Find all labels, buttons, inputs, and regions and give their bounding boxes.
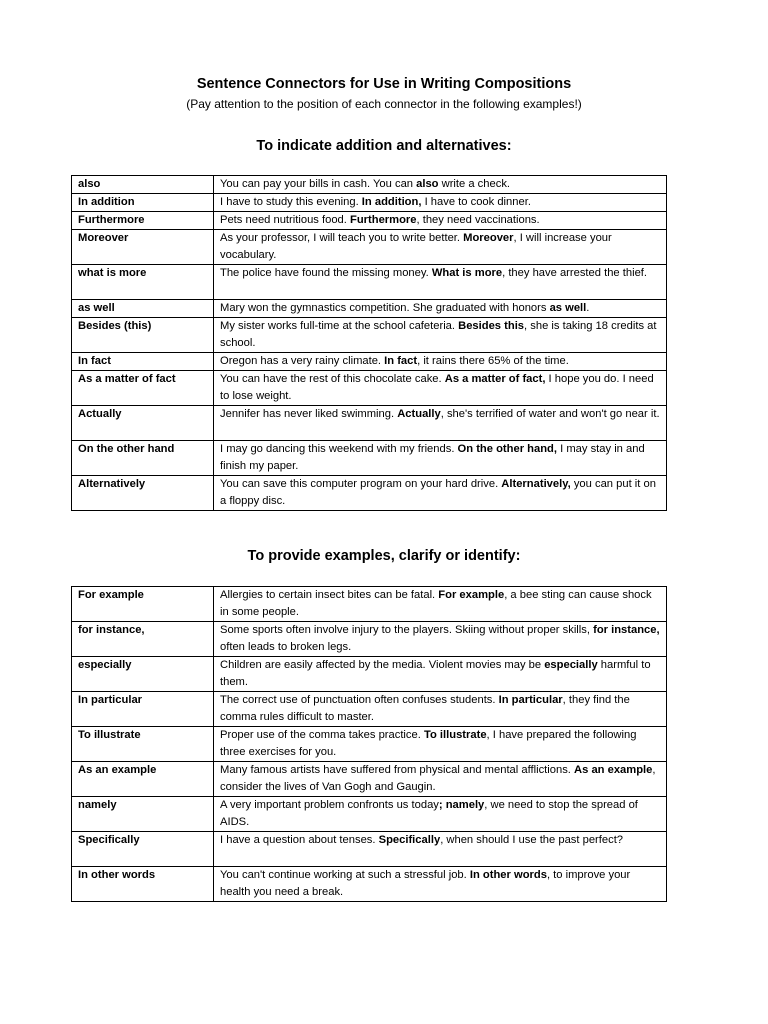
example-text: You can have the rest of this chocolate cake. [220,373,445,385]
example-text: A very important problem confronts us today [220,799,439,811]
example-text: Mary won the gymnastics competition. She graduated with honors [220,302,550,314]
example-sentence [214,194,667,212]
example-text: , a bee sting can cause shock in some people. [220,589,652,618]
connector-highlight: as well [549,302,587,314]
connector-highlight: Moreover [463,232,514,244]
connector-highlight: In particular [498,694,563,706]
table-row [72,353,667,371]
example-text: , when should I use the past perfect? [440,834,624,846]
table-row [72,194,667,212]
connector-highlight: Besides this [458,320,525,332]
table-row [72,265,667,300]
table-row [72,441,667,476]
example-text: Allergies to certain insect bites can be fatal. [220,589,439,601]
example-text: write a check. [438,178,511,190]
example-sentence [214,797,667,832]
section-heading-examples: To provide examples, clarify or identify: [247,548,521,564]
table-row [72,476,667,511]
example-text: , I have prepared the following three exercises for you. [220,729,637,758]
example-text: , she's terrified of water and won't go near it. [440,408,660,420]
example-sentence [214,832,667,867]
connector-term: for instance, [72,622,214,657]
example-text: The police have found the missing money. [220,267,432,279]
table-row [72,867,667,902]
table-row [72,371,667,406]
example-text: My sister works full-time at the school cafeteria. [220,320,459,332]
connector-term: As a matter of fact [72,371,214,406]
example-text: I have to cook dinner. [421,196,531,208]
example-sentence [214,657,667,692]
connector-term: In particular [72,692,214,727]
connector-highlight: In fact [384,355,418,367]
example-text: harmful to them. [220,659,651,688]
example-sentence [214,441,667,476]
table-row [72,212,667,230]
connector-term: Specifically [72,832,214,867]
example-text: Pets need nutritious food. [220,214,350,226]
connector-term: Besides (this) [72,318,214,353]
connector-highlight: especially [544,659,598,671]
connector-term: To illustrate [72,727,214,762]
example-text: I have to study this evening. [220,196,362,208]
example-sentence [214,692,667,727]
section-heading-addition: To indicate addition and alternatives: [256,138,512,154]
example-sentence [214,622,667,657]
table-row [72,406,667,441]
connector-term: For example [72,587,214,622]
connector-term: Actually [72,406,214,441]
example-text: I may go dancing this weekend with my friends. [220,443,458,455]
connector-term: what is more [72,265,214,300]
page-title: Sentence Connectors for Use in Writing Compositions [196,76,572,92]
example-text: . [586,302,590,314]
example-sentence [214,265,667,300]
example-sentence [214,300,667,318]
example-text: Many famous artists have suffered from physical and mental afflictions. [220,764,575,776]
table-row [72,832,667,867]
example-sentence [214,867,667,902]
connector-highlight: also [416,178,439,190]
table-row [72,657,667,692]
connector-term: Moreover [72,230,214,265]
connector-term: Furthermore [72,212,214,230]
connector-term: On the other hand [72,441,214,476]
example-text: you can put it on a floppy disc. [220,478,656,507]
connector-table-examples [71,586,667,902]
example-text: , it rains there 65% of the time. [417,355,569,367]
connector-highlight: Specifically [378,834,441,846]
connector-term: As an example [72,762,214,797]
example-sentence [214,587,667,622]
table-row [72,587,667,622]
table-row [72,176,667,194]
table-row [72,762,667,797]
connector-highlight: for instance, [593,624,660,636]
table-row [72,622,667,657]
example-text: Proper use of the comma takes practice. [220,729,424,741]
example-text: You can't continue working at such a stressful job. [220,869,470,881]
example-sentence [214,727,667,762]
table-row [72,692,667,727]
example-text: Some sports often involve injury to the players. Skiing without proper skills, [220,624,594,636]
example-text: , they find the comma rules difficult to master. [220,694,630,723]
example-text: You can pay your bills in cash. You can [220,178,417,190]
table-row [72,797,667,832]
connector-term: Alternatively [72,476,214,511]
connector-highlight: In addition, [361,196,422,208]
connector-highlight: Alternatively, [501,478,571,490]
example-sentence [214,762,667,797]
connector-term: namely [72,797,214,832]
connector-term: In addition [72,194,214,212]
example-text: You can save this computer program on your hard drive. [220,478,502,490]
example-text: , we need to stop the spread of AIDS. [220,799,638,828]
connector-term: as well [72,300,214,318]
connector-term: In other words [72,867,214,902]
example-text: As your professor, I will teach you to write better. [220,232,464,244]
connector-highlight: As a matter of fact, [444,373,546,385]
connector-highlight: For example [438,589,505,601]
example-text: I may stay in and finish my paper. [220,443,645,472]
example-text: , they have arrested the thief. [502,267,648,279]
connector-term: especially [72,657,214,692]
page-subtitle: (Pay attention to the position of each connector in the following examples!) [186,97,582,111]
connector-term: also [72,176,214,194]
table-row [72,230,667,265]
example-sentence [214,230,667,265]
connector-term: In fact [72,353,214,371]
connector-highlight: On the other hand, [457,443,557,455]
example-sentence [214,476,667,511]
example-text: Oregon has a very rainy climate. [220,355,385,367]
example-sentence [214,371,667,406]
connector-highlight: What is more [431,267,503,279]
example-text: The correct use of punctuation often confuses students. [220,694,499,706]
example-sentence [214,353,667,371]
example-text: Jennifer has never liked swimming. [220,408,398,420]
example-text: , to improve your health you need a break. [220,869,631,898]
connector-table-addition [71,175,667,511]
example-sentence [214,176,667,194]
example-sentence [214,406,667,441]
example-text: Children are easily affected by the media. Violent movies may be [220,659,545,671]
table-row [72,318,667,353]
table-row [72,300,667,318]
connector-highlight: To illustrate [423,729,487,741]
table-row [72,727,667,762]
example-sentence [214,212,667,230]
connector-highlight: As an example [574,764,653,776]
connector-highlight: ; namely [438,799,485,811]
connector-highlight: Actually [397,408,441,420]
example-text: , consider the lives of Van Gogh and Gaugin. [220,764,656,793]
example-text: , I will increase your vocabulary. [220,232,612,261]
connector-highlight: In other words [469,869,547,881]
example-text: , they need vaccinations. [416,214,540,226]
example-text: often leads to broken legs. [220,641,352,653]
connector-highlight: Furthermore [349,214,417,226]
example-text: I have a question about tenses. [220,834,379,846]
example-text: , she is taking 18 credits at school. [220,320,657,349]
example-text: I hope you do. I need to lose weight. [220,373,654,402]
example-sentence [214,318,667,353]
